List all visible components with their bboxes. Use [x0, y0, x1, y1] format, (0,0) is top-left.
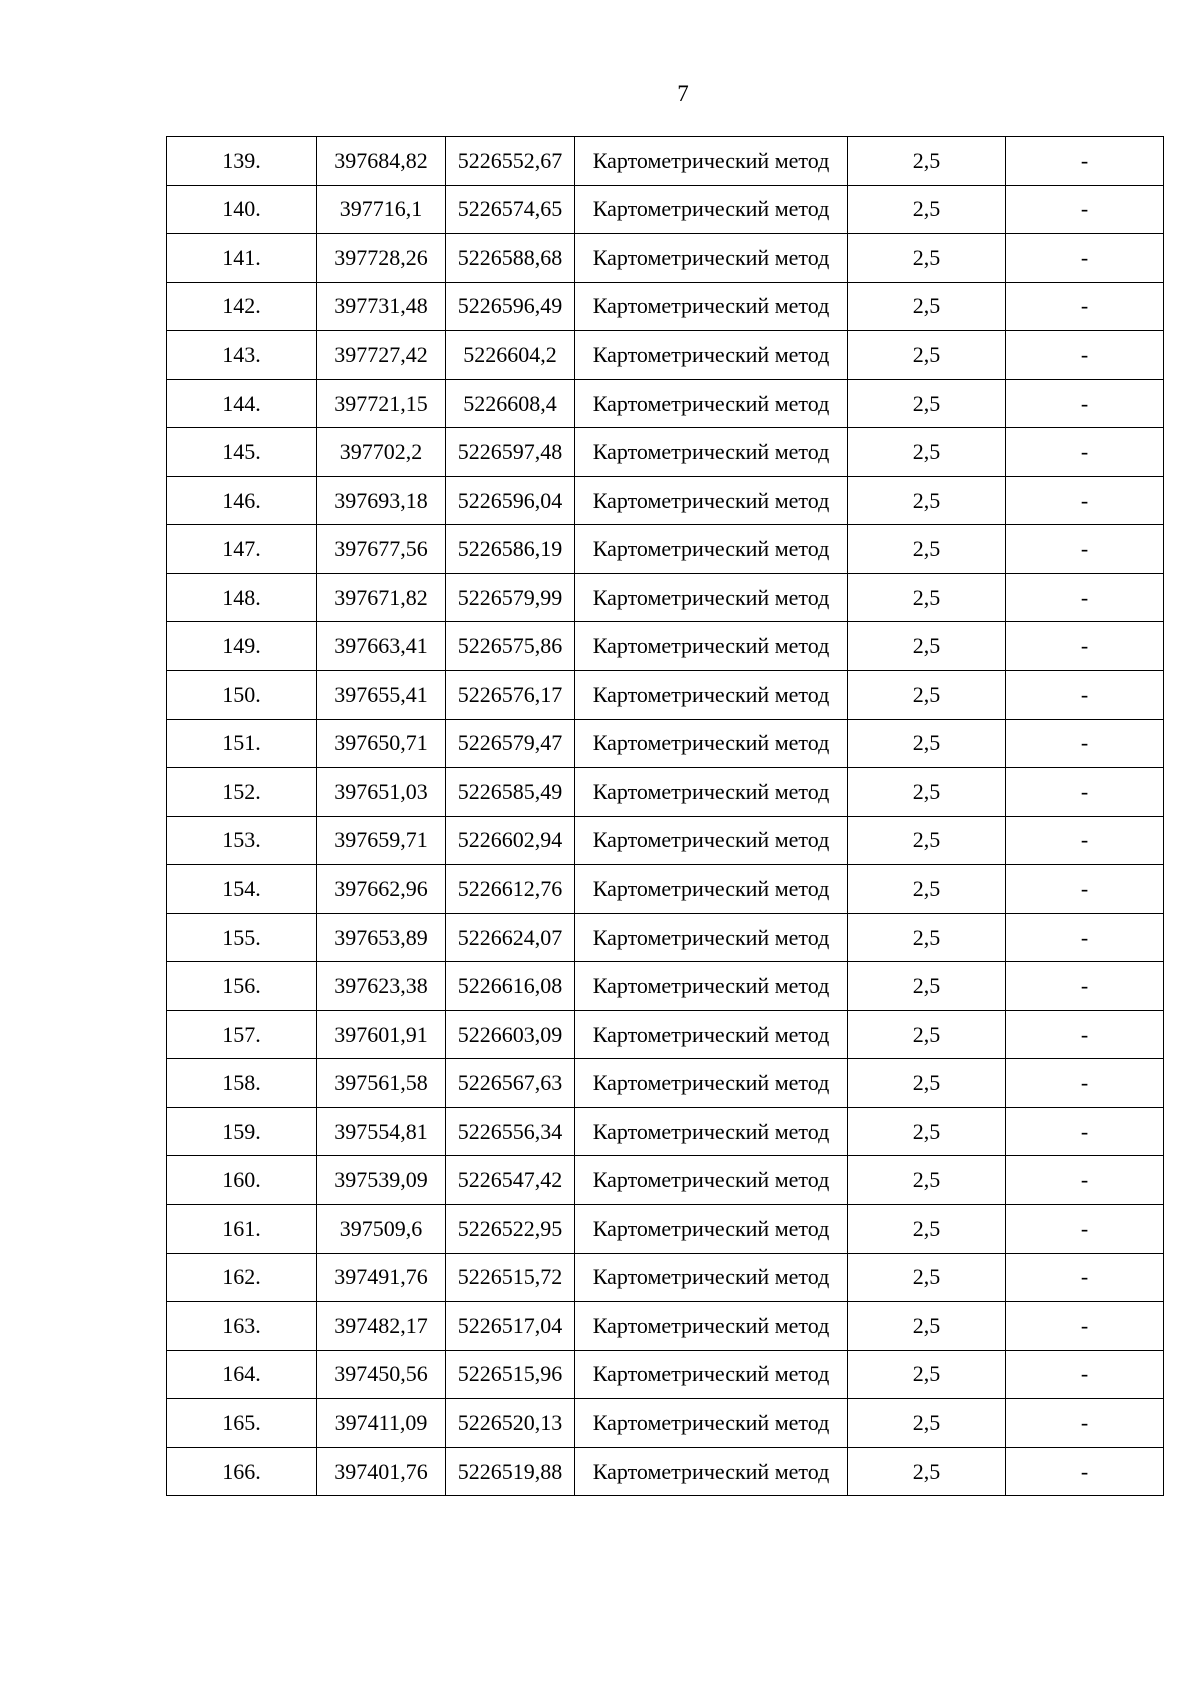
table-row: [167, 282, 1164, 331]
accuracy-cell: 2,5: [848, 1059, 1006, 1108]
point-number-cell: 143.: [167, 331, 317, 380]
table-row: [167, 331, 1164, 380]
note-cell: -: [1006, 622, 1164, 671]
point-number-cell: 146.: [167, 476, 317, 525]
x-coordinate-cell: 397721,15: [317, 379, 446, 428]
x-coordinate-cell: 397623,38: [317, 962, 446, 1011]
table-row: [167, 1059, 1164, 1108]
accuracy-cell: 2,5: [848, 1302, 1006, 1351]
y-coordinate-cell: 5226517,04: [446, 1302, 575, 1351]
y-coordinate-cell: 5226575,86: [446, 622, 575, 671]
note-cell: -: [1006, 962, 1164, 1011]
accuracy-cell: 2,5: [848, 1156, 1006, 1205]
table-row: [167, 1156, 1164, 1205]
y-coordinate-cell: 5226515,72: [446, 1253, 575, 1302]
accuracy-cell: 2,5: [848, 525, 1006, 574]
accuracy-cell: 2,5: [848, 1399, 1006, 1448]
accuracy-cell: 2,5: [848, 671, 1006, 720]
method-cell: Картометрический метод: [575, 816, 848, 865]
method-cell: Картометрический метод: [575, 234, 848, 283]
point-number-cell: 139.: [167, 137, 317, 186]
point-number-cell: 157.: [167, 1010, 317, 1059]
note-cell: -: [1006, 1205, 1164, 1254]
y-coordinate-cell: 5226567,63: [446, 1059, 575, 1108]
point-number-cell: 165.: [167, 1399, 317, 1448]
table-row: [167, 1302, 1164, 1351]
point-number-cell: 166.: [167, 1447, 317, 1496]
x-coordinate-cell: 397662,96: [317, 865, 446, 914]
table-row: [167, 1253, 1164, 1302]
table-row: [167, 573, 1164, 622]
x-coordinate-cell: 397655,41: [317, 671, 446, 720]
method-cell: Картометрический метод: [575, 622, 848, 671]
table-row: [167, 234, 1164, 283]
accuracy-cell: 2,5: [848, 379, 1006, 428]
note-cell: -: [1006, 525, 1164, 574]
method-cell: Картометрический метод: [575, 1253, 848, 1302]
note-cell: -: [1006, 1059, 1164, 1108]
point-number-cell: 148.: [167, 573, 317, 622]
y-coordinate-cell: 5226576,17: [446, 671, 575, 720]
accuracy-cell: 2,5: [848, 476, 1006, 525]
note-cell: -: [1006, 865, 1164, 914]
x-coordinate-cell: 397509,6: [317, 1205, 446, 1254]
x-coordinate-cell: 397450,56: [317, 1350, 446, 1399]
method-cell: Картометрический метод: [575, 185, 848, 234]
method-cell: Картометрический метод: [575, 719, 848, 768]
table-row: [167, 428, 1164, 477]
table-row: [167, 865, 1164, 914]
table-row: [167, 622, 1164, 671]
x-coordinate-cell: 397554,81: [317, 1107, 446, 1156]
x-coordinate-cell: 397716,1: [317, 185, 446, 234]
note-cell: -: [1006, 1156, 1164, 1205]
point-number-cell: 142.: [167, 282, 317, 331]
accuracy-cell: 2,5: [848, 719, 1006, 768]
point-number-cell: 151.: [167, 719, 317, 768]
method-cell: Картометрический метод: [575, 962, 848, 1011]
accuracy-cell: 2,5: [848, 816, 1006, 865]
method-cell: Картометрический метод: [575, 671, 848, 720]
method-cell: Картометрический метод: [575, 331, 848, 380]
point-number-cell: 153.: [167, 816, 317, 865]
x-coordinate-cell: 397702,2: [317, 428, 446, 477]
note-cell: -: [1006, 185, 1164, 234]
table-row: [167, 913, 1164, 962]
accuracy-cell: 2,5: [848, 1205, 1006, 1254]
y-coordinate-cell: 5226519,88: [446, 1447, 575, 1496]
point-number-cell: 161.: [167, 1205, 317, 1254]
method-cell: Картометрический метод: [575, 525, 848, 574]
y-coordinate-cell: 5226547,42: [446, 1156, 575, 1205]
x-coordinate-cell: 397601,91: [317, 1010, 446, 1059]
note-cell: -: [1006, 719, 1164, 768]
y-coordinate-cell: 5226579,47: [446, 719, 575, 768]
table-row: [167, 962, 1164, 1011]
method-cell: Картометрический метод: [575, 476, 848, 525]
table-row: [167, 379, 1164, 428]
x-coordinate-cell: 397663,41: [317, 622, 446, 671]
note-cell: -: [1006, 1447, 1164, 1496]
x-coordinate-cell: 397491,76: [317, 1253, 446, 1302]
x-coordinate-cell: 397482,17: [317, 1302, 446, 1351]
y-coordinate-cell: 5226602,94: [446, 816, 575, 865]
note-cell: -: [1006, 428, 1164, 477]
point-number-cell: 144.: [167, 379, 317, 428]
table-row: [167, 1447, 1164, 1496]
x-coordinate-cell: 397731,48: [317, 282, 446, 331]
note-cell: -: [1006, 331, 1164, 380]
coordinates-table-body: [167, 137, 1164, 1496]
x-coordinate-cell: 397411,09: [317, 1399, 446, 1448]
y-coordinate-cell: 5226556,34: [446, 1107, 575, 1156]
accuracy-cell: 2,5: [848, 865, 1006, 914]
point-number-cell: 164.: [167, 1350, 317, 1399]
y-coordinate-cell: 5226608,4: [446, 379, 575, 428]
method-cell: Картометрический метод: [575, 137, 848, 186]
method-cell: Картометрический метод: [575, 282, 848, 331]
note-cell: -: [1006, 671, 1164, 720]
note-cell: -: [1006, 913, 1164, 962]
accuracy-cell: 2,5: [848, 1447, 1006, 1496]
accuracy-cell: 2,5: [848, 331, 1006, 380]
table-row: [167, 719, 1164, 768]
y-coordinate-cell: 5226552,67: [446, 137, 575, 186]
y-coordinate-cell: 5226522,95: [446, 1205, 575, 1254]
method-cell: Картометрический метод: [575, 1205, 848, 1254]
method-cell: Картометрический метод: [575, 768, 848, 817]
y-coordinate-cell: 5226588,68: [446, 234, 575, 283]
table-row: [167, 671, 1164, 720]
table-row: [167, 1010, 1164, 1059]
method-cell: Картометрический метод: [575, 1447, 848, 1496]
note-cell: -: [1006, 1350, 1164, 1399]
point-number-cell: 162.: [167, 1253, 317, 1302]
method-cell: Картометрический метод: [575, 428, 848, 477]
y-coordinate-cell: 5226612,76: [446, 865, 575, 914]
x-coordinate-cell: 397650,71: [317, 719, 446, 768]
page-number: 7: [677, 81, 689, 106]
table-row: [167, 137, 1164, 186]
table-row: [167, 185, 1164, 234]
table-row: [167, 1399, 1164, 1448]
y-coordinate-cell: 5226603,09: [446, 1010, 575, 1059]
y-coordinate-cell: 5226585,49: [446, 768, 575, 817]
method-cell: Картометрический метод: [575, 1399, 848, 1448]
note-cell: -: [1006, 1399, 1164, 1448]
method-cell: Картометрический метод: [575, 1350, 848, 1399]
point-number-cell: 147.: [167, 525, 317, 574]
method-cell: Картометрический метод: [575, 1302, 848, 1351]
table-row: [167, 476, 1164, 525]
note-cell: -: [1006, 1010, 1164, 1059]
point-number-cell: 154.: [167, 865, 317, 914]
point-number-cell: 158.: [167, 1059, 317, 1108]
y-coordinate-cell: 5226596,04: [446, 476, 575, 525]
x-coordinate-cell: 397684,82: [317, 137, 446, 186]
point-number-cell: 149.: [167, 622, 317, 671]
note-cell: -: [1006, 768, 1164, 817]
note-cell: -: [1006, 282, 1164, 331]
y-coordinate-cell: 5226597,48: [446, 428, 575, 477]
point-number-cell: 156.: [167, 962, 317, 1011]
point-number-cell: 152.: [167, 768, 317, 817]
accuracy-cell: 2,5: [848, 428, 1006, 477]
x-coordinate-cell: 397659,71: [317, 816, 446, 865]
y-coordinate-cell: 5226574,65: [446, 185, 575, 234]
table-row: [167, 1107, 1164, 1156]
y-coordinate-cell: 5226515,96: [446, 1350, 575, 1399]
note-cell: -: [1006, 573, 1164, 622]
accuracy-cell: 2,5: [848, 768, 1006, 817]
accuracy-cell: 2,5: [848, 1010, 1006, 1059]
note-cell: -: [1006, 816, 1164, 865]
table-row: [167, 816, 1164, 865]
y-coordinate-cell: 5226604,2: [446, 331, 575, 380]
point-number-cell: 160.: [167, 1156, 317, 1205]
method-cell: Картометрический метод: [575, 379, 848, 428]
note-cell: -: [1006, 379, 1164, 428]
x-coordinate-cell: 397561,58: [317, 1059, 446, 1108]
accuracy-cell: 2,5: [848, 137, 1006, 186]
method-cell: Картометрический метод: [575, 1107, 848, 1156]
x-coordinate-cell: 397651,03: [317, 768, 446, 817]
accuracy-cell: 2,5: [848, 1107, 1006, 1156]
y-coordinate-cell: 5226586,19: [446, 525, 575, 574]
accuracy-cell: 2,5: [848, 622, 1006, 671]
y-coordinate-cell: 5226596,49: [446, 282, 575, 331]
table-row: [167, 1350, 1164, 1399]
x-coordinate-cell: 397653,89: [317, 913, 446, 962]
accuracy-cell: 2,5: [848, 1350, 1006, 1399]
x-coordinate-cell: 397727,42: [317, 331, 446, 380]
accuracy-cell: 2,5: [848, 1253, 1006, 1302]
note-cell: -: [1006, 137, 1164, 186]
point-number-cell: 141.: [167, 234, 317, 283]
note-cell: -: [1006, 1107, 1164, 1156]
y-coordinate-cell: 5226579,99: [446, 573, 575, 622]
accuracy-cell: 2,5: [848, 913, 1006, 962]
method-cell: Картометрический метод: [575, 573, 848, 622]
coordinates-table: [166, 136, 1164, 1496]
note-cell: -: [1006, 476, 1164, 525]
x-coordinate-cell: 397401,76: [317, 1447, 446, 1496]
method-cell: Картометрический метод: [575, 1156, 848, 1205]
table-row: [167, 1205, 1164, 1254]
x-coordinate-cell: 397677,56: [317, 525, 446, 574]
x-coordinate-cell: 397728,26: [317, 234, 446, 283]
point-number-cell: 145.: [167, 428, 317, 477]
accuracy-cell: 2,5: [848, 234, 1006, 283]
y-coordinate-cell: 5226624,07: [446, 913, 575, 962]
point-number-cell: 150.: [167, 671, 317, 720]
point-number-cell: 163.: [167, 1302, 317, 1351]
table-row: [167, 525, 1164, 574]
method-cell: Картометрический метод: [575, 913, 848, 962]
point-number-cell: 159.: [167, 1107, 317, 1156]
accuracy-cell: 2,5: [848, 573, 1006, 622]
x-coordinate-cell: 397671,82: [317, 573, 446, 622]
accuracy-cell: 2,5: [848, 962, 1006, 1011]
method-cell: Картометрический метод: [575, 865, 848, 914]
point-number-cell: 140.: [167, 185, 317, 234]
point-number-cell: 155.: [167, 913, 317, 962]
x-coordinate-cell: 397693,18: [317, 476, 446, 525]
note-cell: -: [1006, 1302, 1164, 1351]
accuracy-cell: 2,5: [848, 185, 1006, 234]
table-row: [167, 768, 1164, 817]
note-cell: -: [1006, 1253, 1164, 1302]
method-cell: Картометрический метод: [575, 1010, 848, 1059]
y-coordinate-cell: 5226520,13: [446, 1399, 575, 1448]
method-cell: Картометрический метод: [575, 1059, 848, 1108]
accuracy-cell: 2,5: [848, 282, 1006, 331]
note-cell: -: [1006, 234, 1164, 283]
y-coordinate-cell: 5226616,08: [446, 962, 575, 1011]
x-coordinate-cell: 397539,09: [317, 1156, 446, 1205]
